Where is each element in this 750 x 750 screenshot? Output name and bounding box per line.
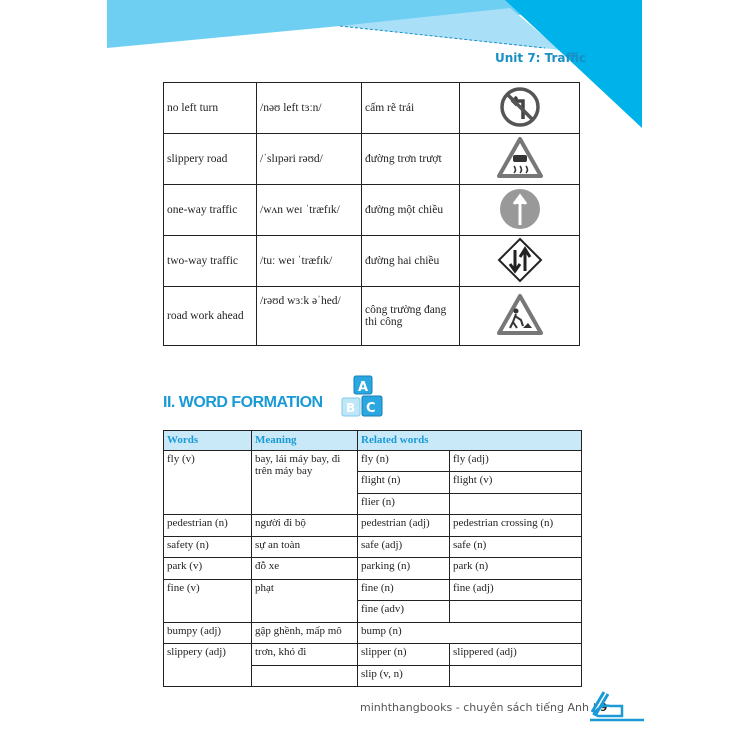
word: fly (v): [164, 450, 252, 515]
table-row: [164, 134, 580, 185]
related-word: flight (v): [450, 472, 582, 494]
table-row: [164, 287, 580, 346]
meaning: cấm rẽ trái: [362, 83, 460, 134]
related-word: flier (n): [358, 493, 450, 515]
word: slippery road: [164, 134, 257, 185]
ipa: /wʌn weɪ ˈtræfɪk/: [257, 185, 362, 236]
word: safety (n): [164, 536, 252, 558]
table-row: [164, 185, 580, 236]
section-title: II. WORD FORMATION: [163, 394, 323, 411]
word: no left turn: [164, 83, 257, 134]
header-meaning: Meaning: [252, 431, 358, 451]
meaning: đường hai chiều: [362, 236, 460, 287]
meaning: phạt: [252, 579, 358, 622]
word: two-way traffic: [164, 236, 257, 287]
writing-hand-icon: [588, 690, 646, 722]
meaning: đỗ xe: [252, 558, 358, 580]
meaning: sự an toàn: [252, 536, 358, 558]
footer-text: minhthangbooks - chuyên sách tiếng Anh |: [360, 701, 597, 714]
road-work-sign-icon: [496, 293, 544, 337]
ipa: /rəʊd wɜːk əˈhed/: [257, 287, 362, 346]
ipa: /tuː weɪ ˈtræfɪk/: [257, 236, 362, 287]
word: fine (v): [164, 579, 252, 622]
related-word: fine (adj): [450, 579, 582, 601]
table-row: [164, 236, 580, 287]
table-row: [164, 622, 582, 644]
table-header: [164, 431, 582, 451]
related-word: safe (n): [450, 536, 582, 558]
svg-text:A: A: [358, 380, 369, 395]
related-word: [450, 493, 582, 515]
table-row: [164, 536, 582, 558]
meaning: đường trơn trượt: [362, 134, 460, 185]
table-row: [164, 579, 582, 601]
word: pedestrian (n): [164, 515, 252, 537]
page-number: 9: [599, 701, 608, 714]
table-row: [164, 450, 582, 472]
related-word: parking (n): [358, 558, 450, 580]
svg-text:B: B: [346, 401, 356, 415]
header-related: Related words: [358, 431, 582, 451]
page-footer: [360, 701, 607, 714]
one-way-sign-icon: [498, 187, 542, 231]
related-word: bump (n): [358, 622, 582, 644]
word: slippery (adj): [164, 644, 252, 687]
meaning: người đi bộ: [252, 515, 358, 537]
word-formation-table: [163, 430, 582, 687]
related-word: fly (adj): [450, 450, 582, 472]
related-word: fly (n): [358, 450, 450, 472]
two-way-sign-icon: [497, 237, 543, 283]
table-row: [164, 644, 582, 666]
word: park (v): [164, 558, 252, 580]
related-word: safe (adj): [358, 536, 450, 558]
table-row: [164, 558, 582, 580]
word: one-way traffic: [164, 185, 257, 236]
related-word: fine (n): [358, 579, 450, 601]
meaning: đường một chiều: [362, 185, 460, 236]
related-word: fine (adv): [358, 601, 450, 623]
svg-text:C: C: [366, 401, 376, 416]
ipa: /ˈslɪpəri rəʊd/: [257, 134, 362, 185]
word: bumpy (adj): [164, 622, 252, 644]
meaning: gập ghềnh, mấp mô: [252, 622, 358, 644]
related-word: slip (v, n): [358, 665, 450, 687]
vocabulary-table: [163, 82, 580, 346]
table-row: [164, 83, 580, 134]
slippery-road-sign-icon: [496, 136, 544, 180]
abc-blocks-icon: [340, 374, 388, 422]
meaning: công trường đang thi công: [362, 287, 460, 346]
meaning: bay, lái máy bay, đi trên máy bay: [252, 450, 358, 515]
no-left-turn-sign-icon: [498, 85, 542, 129]
unit-title: Unit 7: Traffic: [495, 51, 587, 65]
related-word: park (n): [450, 558, 582, 580]
related-word: slipper (n): [358, 644, 450, 666]
meaning: trơn, khó đi: [252, 644, 358, 666]
ipa: /nəʊ left tɜːn/: [257, 83, 362, 134]
related-word: pedestrian crossing (n): [450, 515, 582, 537]
related-word: [450, 665, 582, 687]
word: road work ahead: [164, 287, 257, 346]
related-word: [450, 601, 582, 623]
related-word: flight (n): [358, 472, 450, 494]
header-words: Words: [164, 431, 252, 451]
related-word: pedestrian (adj): [358, 515, 450, 537]
table-row: [164, 515, 582, 537]
related-word: slippered (adj): [450, 644, 582, 666]
